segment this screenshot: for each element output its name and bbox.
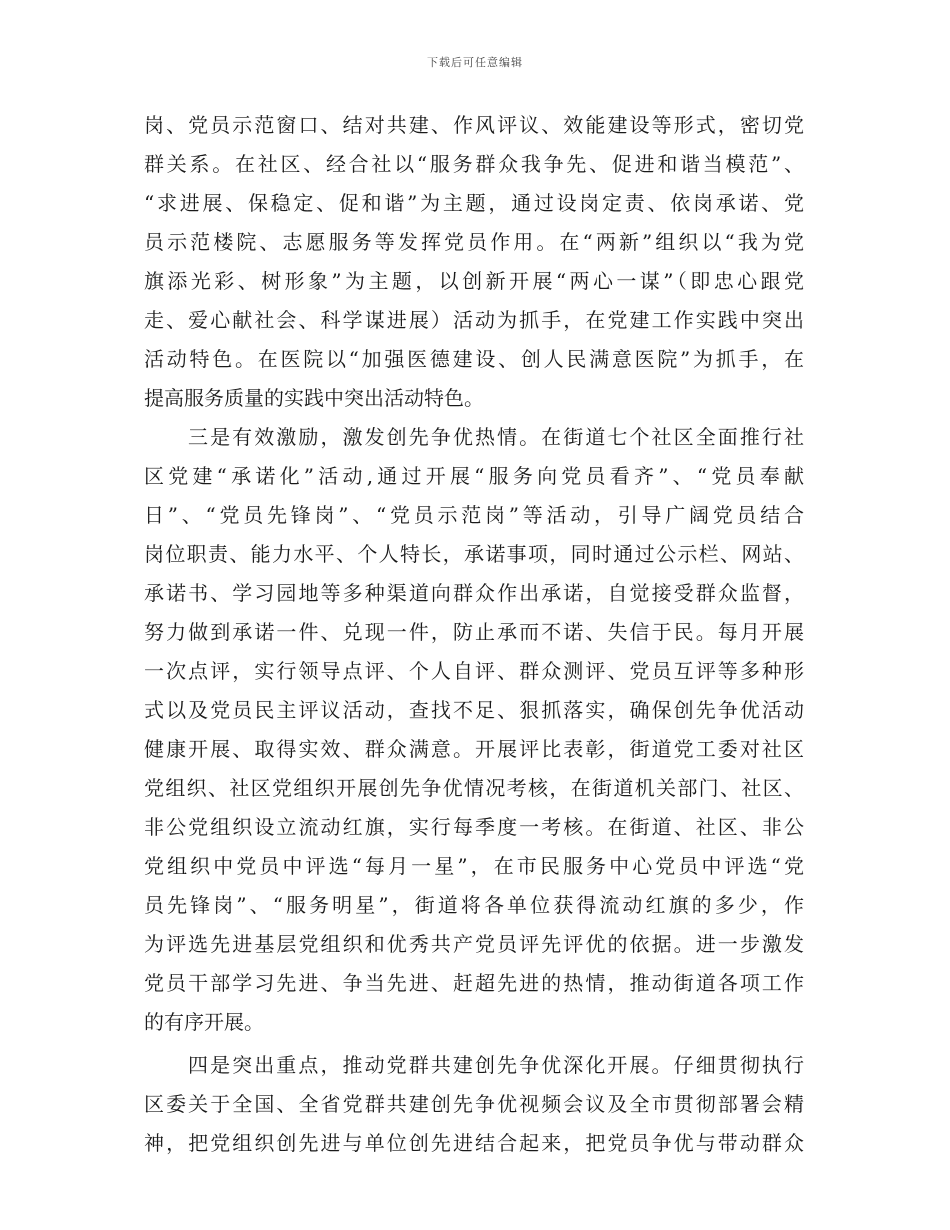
document-body (144, 106, 804, 1163)
text-line: 提高服务质量的实践中突出活动特色。 (144, 386, 484, 410)
text-line: 党组织中党员中评选“每月一星”，在市民服务中心党员中评选“党 (144, 854, 804, 878)
text-line: 健康开展、取得实效、群众满意。开展评比表彰，街道党工委对社区 (144, 737, 804, 761)
text-line: 日”、“党员先锋岗”、“党员示范岗”等活动，引导广阔党员结合 (144, 503, 804, 527)
text-line: 员先锋岗”、“服务明星”，街道将各单位获得流动红旗的多少，作 (144, 893, 804, 917)
text-line: 岗、党员示范窗口、结对共建、作风评议、效能建设等形式，密切党 (144, 113, 804, 137)
text-line: 岗位职责、能力水平、个人特长，承诺事项，同时通过公示栏、网站、 (144, 542, 804, 566)
text-line: 党组织、社区党组织开展创先争优情况考核，在街道机关部门、社区、 (144, 776, 804, 800)
text-line: 的有序开展。 (144, 1010, 264, 1034)
text-line: 区委关于全国、全省党群共建创先争优视频会议及全市贯彻部署会精 (144, 1092, 804, 1116)
text-line: 旗添光彩、树形象”为主题，以创新开展“两心一谋”（即忠心跟党 (144, 269, 804, 293)
page-header: 下载后可任意编辑 (427, 56, 523, 69)
text-line: 群关系。在社区、经合社以“服务群众我争先、促进和谐当模范”、 (144, 152, 804, 176)
text-line: 为评选先进基层党组织和优秀共产党员评先评优的依据。进一步激发 (144, 932, 804, 956)
text-line: 三是有效激励，激发创先争优热情。在街道七个社区全面推行社 (188, 425, 804, 449)
text-line: 四是突出重点，推动党群共建创先争优深化开展。仔细贯彻执行 (188, 1053, 804, 1077)
text-line: 努力做到承诺一件、兑现一件，防止承而不诺、失信于民。每月开展 (144, 620, 804, 644)
text-line: 党员干部学习先进、争当先进、赶超先进的热情，推动街道各项工作 (144, 971, 804, 995)
text-line: 承诺书、学习园地等多种渠道向群众作出承诺，自觉接受群众监督， (144, 581, 804, 605)
text-line: 神，把党组织创先进与单位创先进结合起来，把党员争优与带动群众 (144, 1131, 804, 1155)
text-line: “求进展、保稳定、促和谐”为主题，通过设岗定责、依岗承诺、党 (144, 191, 804, 215)
text-line: 区党建“承诺化”活动,通过开展“服务向党员看齐”、“党员奉献 (144, 464, 804, 488)
text-line: 员示范楼院、志愿服务等发挥党员作用。在“两新”组织以“我为党 (144, 230, 804, 254)
paragraph (144, 1046, 804, 1163)
text-line: 活动特色。在医院以“加强医德建设、创人民满意医院”为抓手，在 (144, 347, 804, 371)
paragraph (144, 106, 804, 418)
text-line: 走、爱心献社会、科学谋进展）活动为抓手，在党建工作实践中突出 (144, 308, 804, 332)
paragraph (144, 418, 804, 1042)
text-line: 一次点评，实行领导点评、个人自评、群众测评、党员互评等多种形 (144, 659, 804, 683)
text-line: 非公党组织设立流动红旗，实行每季度一考核。在街道、社区、非公 (144, 815, 804, 839)
text-line: 式以及党员民主评议活动，查找不足、狠抓落实，确保创先争优活动 (144, 698, 804, 722)
